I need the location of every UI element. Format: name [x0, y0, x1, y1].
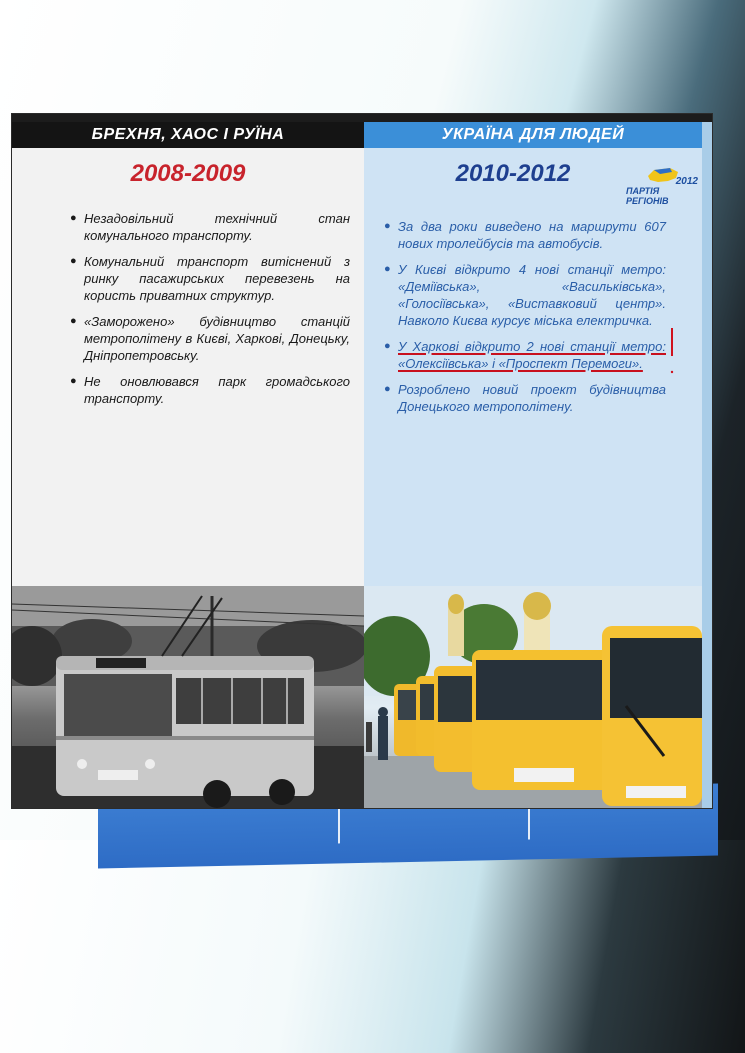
- list-item: ● Комунальний транспорт витіснений з ринку пасажирських перевезень на користь приватних структур.: [70, 253, 350, 304]
- logo-year: 2012: [675, 176, 698, 187]
- scan-background-bottom: [0, 840, 745, 1053]
- old-trolleybus-photo: [12, 586, 364, 808]
- right-year: 2010-2012: [455, 160, 571, 187]
- left-bullet-list: [70, 210, 350, 416]
- red-pen-mark-icon: [666, 326, 678, 376]
- brochure-top-edge: [12, 114, 712, 122]
- right-bullet-list: [384, 218, 666, 424]
- right-header: УКРАЇНА ДЛЯ ЛЮДЕЙ: [364, 122, 702, 148]
- left-column: [12, 122, 364, 586]
- sheet-fold-line: [338, 807, 340, 843]
- list-item: ● У Києві відкрито 4 нові станції метро: «Деміївська», «Васильківська», «Голосіївська», «Виставковий центр». Навколо Києва курсує міська електричка.: [384, 261, 666, 329]
- list-item: ● «Заморожено» будівництво станцій метрополітену в Києві, Харкові, Донецьку, Дніпропетровську.: [70, 313, 350, 364]
- list-item-underlined: ● У Харкові відкрито 2 нові станції метро: «Олексіївська» і «Проспект Перемоги».: [384, 338, 666, 372]
- brochure-page: [12, 114, 712, 808]
- page-edge: [702, 122, 712, 808]
- new-yellow-buses-photo: [364, 586, 702, 808]
- right-column: [364, 122, 702, 586]
- party-logo: [626, 166, 698, 210]
- list-item: ● Незадовільний технічний стан комунального транспорту.: [70, 210, 350, 244]
- list-item: ● Розроблено новий проект будівництва Донецького метрополітену.: [384, 381, 666, 415]
- list-item: ● Не оновлювався парк громадського транспорту.: [70, 373, 350, 407]
- left-year: 2008-2009: [130, 160, 246, 187]
- sheet-fold-line: [528, 803, 530, 839]
- left-header: БРЕХНЯ, ХАОС І РУЇНА: [12, 122, 364, 148]
- logo-text: ПАРТІЯ РЕГІОНІВ: [626, 186, 669, 206]
- list-item: ● За два роки виведено на маршрути 607 нових тролейбусів та автобусів.: [384, 218, 666, 252]
